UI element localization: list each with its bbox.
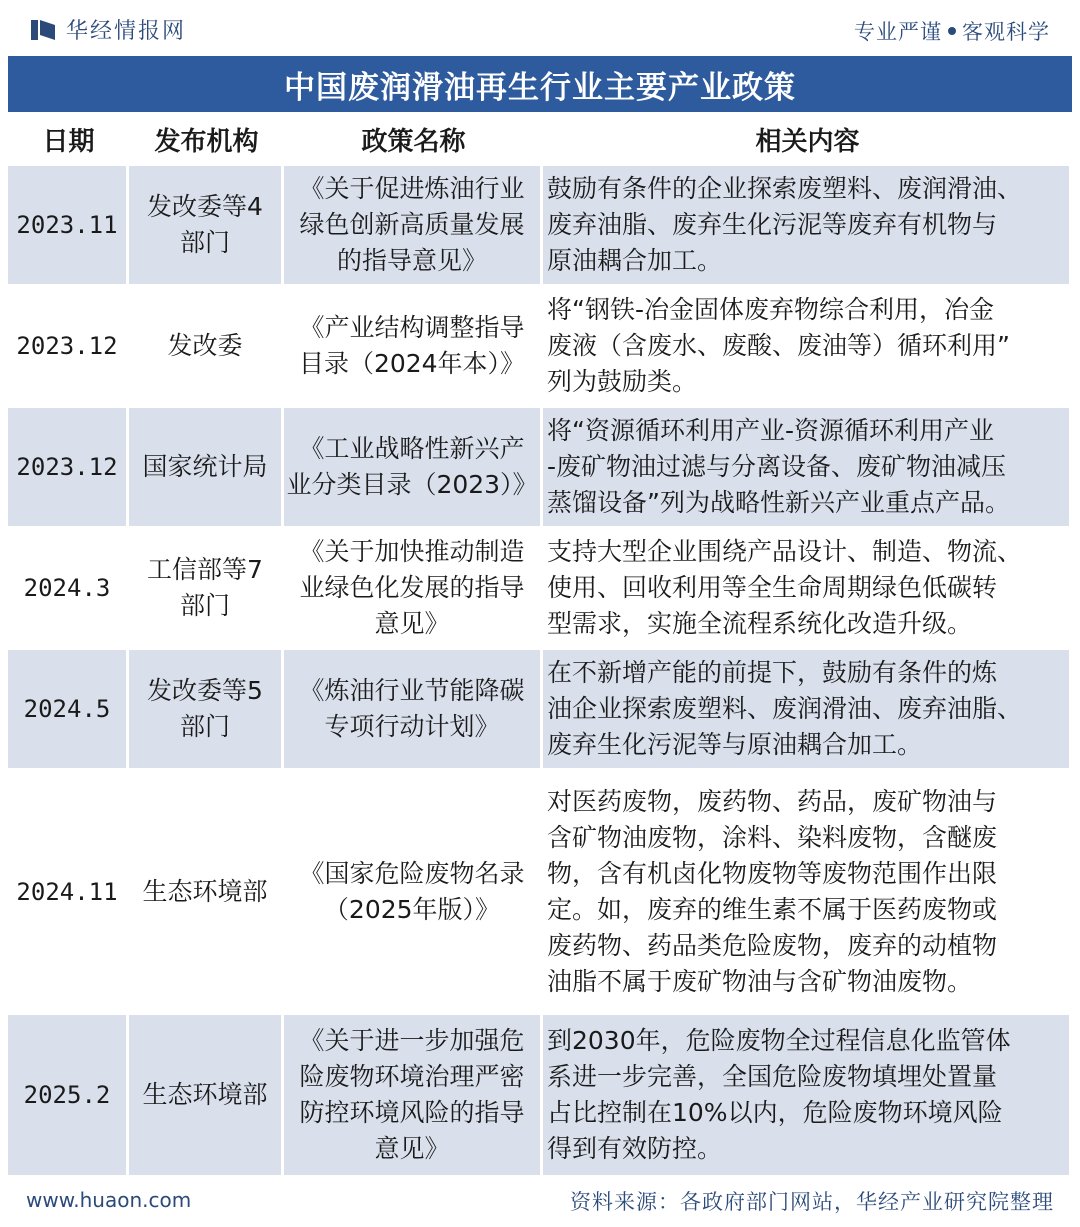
cell-content-line: 物，含有机卤化物废物等废物范围作出限 [547,858,998,888]
huajing-logo-icon [30,17,56,43]
cell-content-line: 占比控制在10%以内，危险废物环境风险 [547,1098,1003,1127]
cell-policy-name-line: （2025年版）》 [323,894,501,924]
cell-content-line: 废药物、药品类危险废物，废弃的动植物 [547,930,998,960]
cell-org [129,771,281,1012]
cell-content [543,650,1069,768]
cell-content [543,408,1069,526]
cell-date: 2023.12 [8,408,126,526]
cell-policy-name [284,1015,540,1175]
cell-policy-name-line: 险废物环境治理严密 [299,1062,525,1091]
cell-content-line: 得到有效防控。 [547,1134,723,1163]
cell-policy-name-line: 《关于促进炼油行业 [299,174,525,203]
cell-org [129,166,281,284]
cell-policy-name-line: 《工业战略性新兴产 [299,434,525,463]
cell-content [543,1015,1069,1175]
brand-name: 华经情报网 [66,19,187,44]
cell-policy-name-line: 意见》 [374,1134,450,1163]
cell-content-line: 使用、回收利用等全生命周期绿色低碳转 [547,573,998,602]
cell-content [543,771,1069,1012]
cell-content-line: 油脂不属于废矿物油与含矿物油废物。 [547,966,973,996]
cell-content [543,529,1069,647]
cell-content-line: 蒸馏设备”列为战略性新兴产业重点产品。 [547,488,1010,517]
cell-content-line: 废液（含废水、废酸、废油等）循环利用” [547,331,1010,360]
cell-date: 2023.12 [8,287,126,405]
table-row [8,650,1072,768]
cell-content-line: -废矿物油过滤与分离设备、废矿物油减压 [547,452,1007,481]
cell-content-line: 将“钢铁-冶金固体废弃物综合利用，冶金 [547,295,994,324]
cell-org-line: 工信部等7 [147,555,263,584]
slogan-right: 客观科学 [962,20,1050,44]
cell-date: 2024.5 [8,650,126,768]
cell-policy-name-line: 意见》 [374,609,450,638]
table-row [8,1015,1072,1175]
cell-content-line: 系进一步完善，全国危险废物填埋处置量 [547,1062,998,1091]
cell-policy-name-line: 目录（2024年本）》 [298,349,526,378]
header-content: 相关内容 [755,126,860,157]
table-row [8,771,1072,1012]
cell-content-line: 将“资源循环利用产业-资源循环利用产业 [547,416,994,445]
cell-policy-name-line: 《关于进一步加强危 [299,1026,525,1055]
cell-content-line: 油企业探索废塑料、废润滑油、废弃油脂、 [547,694,1023,723]
cell-date: 2024.3 [8,529,126,647]
cell-content-line: 鼓励有条件的企业探索废塑料、废润滑油、 [547,174,1023,203]
cell-org-line: 部门 [179,228,230,257]
footer [0,1176,1080,1227]
cell-org [129,287,281,405]
cell-org [129,529,281,647]
slogan-left: 专业严谨 [854,20,942,44]
table-row [8,166,1072,284]
cell-content-line: 对医药废物，废药物、药品，废矿物油与 [547,786,998,816]
slogan [854,16,1050,46]
header-date: 日期 [42,126,95,157]
cell-policy-name-line: 《炼油行业节能降碳 [299,676,525,705]
cell-content-line: 废弃生化污泥等与原油耦合加工。 [547,730,923,759]
top-bar [0,0,1080,60]
cell-date: 2025.2 [8,1015,126,1175]
cell-policy-name [284,650,540,768]
cell-date: 2024.11 [8,771,126,1012]
cell-policy-name [284,287,540,405]
cell-content-line: 废弃油脂、废弃生化污泥等废弃有机物与 [547,210,998,239]
cell-org-line: 发改委 [167,331,243,360]
cell-date: 2023.11 [8,166,126,284]
cell-content-line: 支持大型企业围绕产品设计、制造、物流、 [547,537,1023,566]
cell-policy-name-line: 专项行动计划》 [324,712,500,741]
cell-policy-name-line: 业分类目录（2023）》 [286,470,538,499]
cell-content-line: 到2030年，危险废物全过程信息化监管体 [547,1026,1011,1055]
table-row [8,408,1072,526]
cell-policy-name-line: 绿色创新高质量发展 [299,210,525,239]
cell-content-line: 定。如，废弃的维生素不属于医药废物或 [547,894,998,924]
cell-content-line: 在不新增产能的前提下，鼓励有条件的炼 [547,658,998,687]
cell-org-line: 生态环境部 [142,1080,268,1109]
cell-org-line: 发改委等4 [147,192,263,221]
cell-content [543,287,1069,405]
header-policy-name: 政策名称 [361,126,466,157]
brand[interactable] [30,14,186,45]
cell-policy-name [284,408,540,526]
cell-org-line: 部门 [179,591,230,620]
cell-policy-name-line: 《国家危险废物名录 [299,858,525,888]
cell-policy-name-line: 防控环境风险的指导 [299,1098,525,1127]
cell-policy-name-line: 的指导意见》 [336,246,487,275]
cell-policy-name-line: 《关于加快推动制造 [299,537,525,566]
cell-policy-name-line: 业绿色化发展的指导 [299,573,525,602]
cell-org [129,650,281,768]
table-row [8,287,1072,405]
header-org: 发布机构 [154,126,259,157]
cell-content [543,166,1069,284]
footer-source: 资料来源：各政府部门网站，华经产业研究院整理 [570,1190,1054,1214]
cell-org-line: 发改委等5 [147,676,263,705]
cell-content-line: 原油耦合加工。 [547,246,723,275]
footer-url[interactable]: www.huaon.com [26,1188,192,1212]
separator-dot [948,27,956,35]
cell-org-line: 生态环境部 [142,876,268,906]
table-header [8,114,1072,164]
cell-content-line: 型需求，实施全流程系统化改造升级。 [547,609,973,638]
cell-policy-name [284,166,540,284]
cell-org-line: 部门 [179,712,230,741]
cell-policy-name [284,529,540,647]
table-row [8,529,1072,647]
cell-policy-name [284,771,540,1012]
table-title: 中国废润滑油再生行业主要产业政策 [284,69,796,106]
cell-content-line: 列为鼓励类。 [547,367,698,396]
cell-policy-name-line: 《产业结构调整指导 [299,313,525,342]
cell-org-line: 国家统计局 [142,452,268,481]
cell-org [129,1015,281,1175]
table-body [8,166,1072,1178]
cell-content-line: 含矿物油废物，涂料、染料废物，含醚废 [547,822,998,852]
table-title-bar [8,56,1072,112]
cell-org [129,408,281,526]
